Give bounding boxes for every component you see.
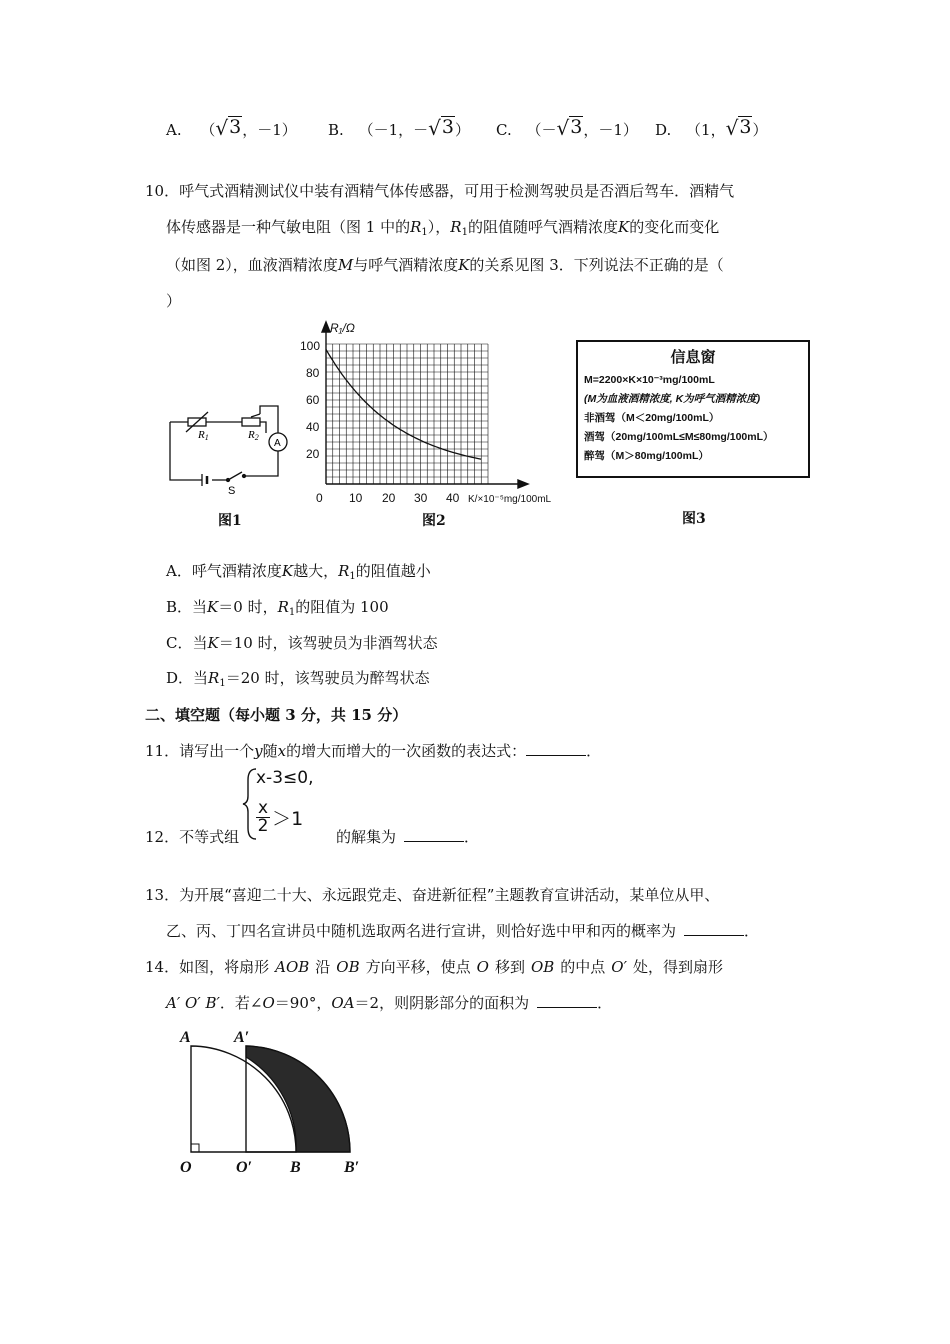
fig3-caption: 图3	[682, 511, 706, 527]
series-line	[326, 349, 482, 459]
var-r: R	[450, 218, 462, 236]
q11	[145, 740, 601, 761]
sub: 1	[421, 227, 428, 238]
sqrt: √ 3	[428, 116, 454, 140]
var: O′	[611, 958, 627, 976]
q10-line2	[166, 216, 719, 238]
fig3-info-box	[576, 340, 810, 478]
right-angle-mark	[191, 1144, 199, 1152]
text: 移到	[494, 958, 525, 976]
ammeter-label: A	[274, 438, 281, 449]
option-text: ，－1）	[583, 121, 638, 139]
point-a: A	[180, 1029, 191, 1046]
var: O	[262, 994, 275, 1012]
sqrt-value: 3	[570, 116, 583, 138]
denominator: 2	[257, 816, 269, 836]
option-label: B．	[166, 598, 193, 616]
answer-blank[interactable]	[404, 827, 464, 842]
answer-blank[interactable]	[526, 741, 586, 756]
wire	[244, 451, 278, 476]
text: 的变化而变化	[629, 218, 720, 236]
text: ．	[744, 922, 760, 940]
info-box-lines	[584, 371, 802, 466]
text: 的阻值为 100	[295, 598, 389, 616]
y-tick: 80	[306, 366, 320, 380]
q10-option-d	[166, 667, 430, 689]
text: ＝90°，	[274, 994, 332, 1012]
q14-line2	[166, 992, 612, 1013]
q10-line4: ）	[166, 292, 182, 310]
var: OB	[530, 958, 555, 976]
q10-option-a	[166, 560, 431, 582]
question-number: 10．	[145, 182, 180, 200]
x-tick: 0	[316, 491, 323, 505]
question-number: 13．	[145, 886, 180, 904]
r1-label: R1	[198, 429, 209, 442]
var-r: R	[410, 218, 422, 236]
option-text: （－	[526, 121, 557, 139]
var: O	[476, 958, 489, 976]
wire	[260, 422, 266, 433]
text: ＝10 时，该驾驶员为非酒驾状态	[218, 634, 438, 652]
info-line: 酒驾（20mg/100mL≤M≤80mg/100mL）	[584, 431, 774, 443]
text: 随	[262, 742, 278, 760]
info-line: 非酒驾（M＜20mg/100mL）	[584, 412, 720, 424]
text: 沿	[315, 958, 331, 976]
text: 请写出一个	[179, 742, 255, 760]
question-number: 14．	[145, 958, 180, 976]
option-text: ）	[454, 121, 470, 139]
text: 处，得到扇形	[633, 958, 724, 976]
section-heading: 二、填空题（每小题 3 分，共 15 分）	[145, 706, 408, 724]
var: OA	[331, 994, 355, 1012]
text: 的增大而增大的一次函数的表达式：	[286, 742, 527, 760]
var-r: R	[277, 598, 289, 616]
text: 的阻值随呼气酒精浓度	[467, 218, 618, 236]
slider-arrow	[251, 414, 260, 417]
var-m: M	[337, 256, 354, 274]
info-line: 醉驾（M＞80mg/100mL）	[584, 450, 709, 462]
sqrt-value: 3	[441, 116, 454, 138]
text: ．	[586, 742, 602, 760]
option-label: D.	[655, 121, 672, 139]
q14-line1	[145, 956, 723, 977]
var-r: R	[338, 562, 350, 580]
fig1-circuit	[160, 396, 300, 496]
point-a-prime: A′	[234, 1029, 250, 1046]
wire	[260, 406, 278, 433]
text: 乙、丙、丁四名宣讲员中随机选取两名进行宣讲，则恰好选中甲和丙的概率为	[166, 922, 677, 940]
x-tick: 10	[349, 491, 363, 505]
option-label: A．	[166, 562, 192, 580]
fig2-chart	[298, 318, 566, 510]
q10-option-c	[166, 632, 438, 653]
sqrt: √ 3	[215, 116, 242, 140]
option-label: A.	[166, 121, 182, 139]
sub: 1	[461, 227, 468, 238]
text: 体传感器是一种气敏电阻（图 1 中的	[166, 218, 411, 236]
x-tick: 30	[414, 491, 428, 505]
inequality-1: x-3≤0,	[256, 768, 314, 788]
text: 的关系见图 3．下列说法不正确的是（	[469, 256, 724, 274]
q12-tail	[336, 826, 479, 847]
resistor-r2	[242, 418, 260, 426]
q13-line2	[166, 920, 759, 941]
text: 当	[192, 598, 208, 616]
answer-blank[interactable]	[537, 993, 597, 1008]
var: OB	[336, 958, 360, 976]
text: ＞1	[272, 808, 304, 830]
q10-line3	[166, 254, 724, 275]
text: ．	[597, 994, 613, 1012]
text: 的解集为	[336, 828, 397, 846]
y-tick: 60	[306, 393, 320, 407]
inequality-2	[256, 800, 303, 835]
var-k: K	[281, 562, 294, 580]
chart-grid	[326, 344, 488, 484]
text: ＝2，则阴影部分的面积为	[354, 994, 530, 1012]
option-label: D．	[166, 669, 194, 687]
info-line: (M为血液酒精浓度, K为呼气酒精浓度)	[584, 393, 761, 405]
q9-option-c	[496, 116, 638, 140]
text: 当	[193, 669, 209, 687]
answer-blank[interactable]	[684, 921, 744, 936]
q13-line1	[145, 884, 719, 905]
text: 呼气酒精浓度	[191, 562, 282, 580]
r2-label: R2	[248, 429, 259, 442]
option-text: （－1，－	[358, 121, 429, 139]
sqrt-value: 3	[739, 116, 752, 138]
q9-option-b	[328, 116, 470, 140]
q10-option-b	[166, 596, 389, 618]
numerator: x	[258, 798, 269, 818]
var-r: R	[208, 669, 220, 687]
var-k: K	[207, 598, 219, 616]
y-axis-label: R₁/Ω	[330, 321, 355, 335]
var-k: K	[617, 218, 630, 236]
point-o-prime: O′	[236, 1159, 253, 1176]
point-b: B	[290, 1159, 301, 1176]
y-axis-arrow	[322, 322, 330, 332]
q9-option-a	[166, 116, 297, 140]
switch-label: S	[228, 485, 236, 496]
option-label: B.	[328, 121, 344, 139]
x-axis-label: K/×10⁻⁵mg/100mL	[468, 494, 552, 505]
fig4-sector-diagram	[172, 1020, 382, 1180]
switch-lever	[228, 472, 242, 480]
sub: 1	[349, 571, 356, 582]
var-y: y	[254, 742, 263, 760]
x-tick: 40	[446, 491, 460, 505]
fig1-caption: 图1	[218, 513, 242, 529]
question-number: 12．	[145, 828, 180, 846]
text: ＝20 时，该驾驶员为醉驾状态	[225, 669, 430, 687]
switch-pivot	[227, 479, 230, 482]
question-text: 呼气式酒精测试仪中装有酒精气体传感器，可用于检测驾驶员是否酒后驾车．酒精气	[179, 182, 735, 200]
option-text: ）	[752, 121, 768, 139]
text: 不等式组	[179, 828, 240, 846]
question-number: 11．	[145, 742, 180, 760]
var-x: x	[277, 742, 287, 760]
sqrt: √ 3	[556, 116, 583, 140]
q12-label	[145, 826, 239, 847]
text: ．	[464, 828, 480, 846]
text: ＝0 时，	[218, 598, 278, 616]
fraction	[256, 800, 270, 835]
text: （如图 2），血液酒精浓度	[166, 256, 338, 274]
var-k: K	[458, 256, 470, 274]
text: 方向平移，使点	[365, 958, 471, 976]
var-k: K	[207, 634, 219, 652]
text: 如图，将扇形	[179, 958, 270, 976]
sub: 1	[288, 607, 296, 618]
y-tick: 100	[300, 339, 321, 353]
point-b-prime: B′	[344, 1159, 360, 1176]
sqrt-value: 3	[229, 116, 242, 138]
var: AOB	[275, 958, 310, 976]
sqrt: √ 3	[725, 116, 752, 140]
switch-contact	[243, 475, 246, 478]
info-line: M=2200×K×10⁻³mg/100mL	[584, 374, 715, 386]
info-box-title: 信息窗	[670, 349, 716, 366]
sub: 1	[219, 678, 226, 689]
option-text: （1，	[686, 121, 726, 139]
option-label: C.	[496, 121, 512, 139]
x-tick: 20	[382, 491, 396, 505]
text: 越大，	[293, 562, 339, 580]
fig2-caption: 图2	[422, 513, 446, 529]
text: ．若∠	[219, 994, 263, 1012]
text: 的阻值越小	[355, 562, 431, 580]
text: 当	[192, 634, 208, 652]
text: 的中点	[560, 958, 606, 976]
text: ），	[427, 218, 451, 236]
option-text: ，－1）	[242, 121, 297, 139]
x-axis-arrow	[518, 480, 528, 488]
q10-line1	[145, 180, 734, 201]
var: A′ O′ B′	[166, 994, 220, 1012]
option-label: C．	[166, 634, 193, 652]
q9-option-d	[655, 116, 767, 140]
point-o: O	[180, 1159, 192, 1176]
option-text: （	[200, 121, 216, 139]
text: 与呼气酒精浓度	[353, 256, 459, 274]
y-tick: 40	[306, 420, 320, 434]
y-tick: 20	[306, 447, 320, 461]
shaded-region	[246, 1046, 350, 1152]
text: 为开展“喜迎二十大、永远跟党走、奋进新征程”主题教育宣讲活动，某单位从甲、	[179, 886, 720, 904]
